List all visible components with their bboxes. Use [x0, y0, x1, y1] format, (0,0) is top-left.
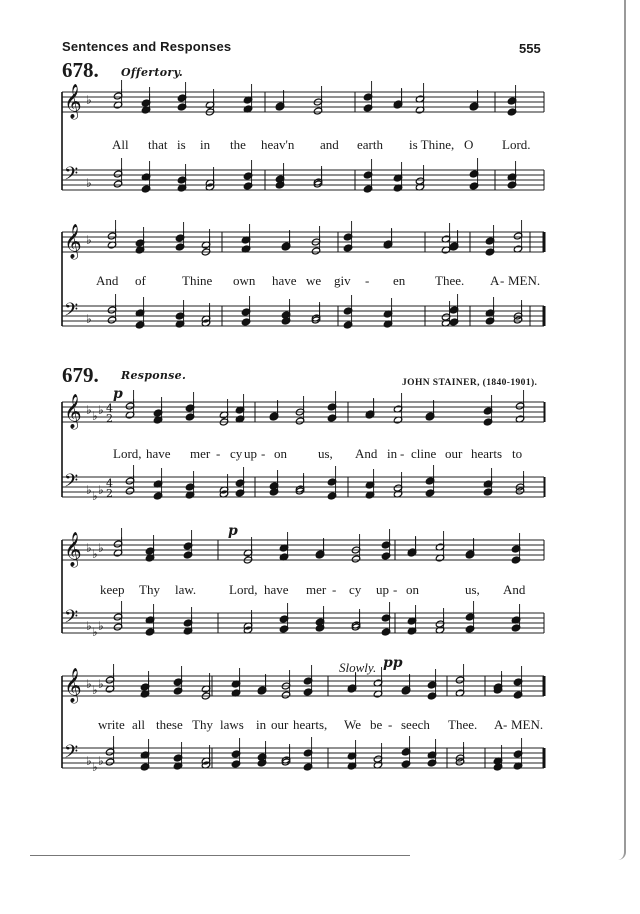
- time-signature: 2: [106, 412, 113, 425]
- lyric-syllable: Thee.: [448, 717, 478, 732]
- lyric-syllable: keep: [100, 582, 125, 597]
- treble-clef-icon: 𝄞: [64, 668, 82, 703]
- lyric-syllable: All: [112, 137, 129, 152]
- hymn-title-679: Response.: [121, 369, 187, 382]
- time-signature: 4: [106, 402, 113, 415]
- dynamic-mark: p: [228, 523, 238, 539]
- lyric-syllable: A: [490, 273, 500, 288]
- lyric-syllable: in: [256, 717, 267, 732]
- lyric-syllable: -: [216, 446, 221, 461]
- tempo-mark: Slowly.: [339, 660, 377, 675]
- lyric-syllable: cy: [349, 582, 362, 597]
- lyric-syllable: us,: [318, 446, 333, 461]
- composer-credit: JOHN STAINER, (1840-1901).: [402, 378, 538, 388]
- lyric-syllable: have: [264, 582, 289, 597]
- lyric-syllable: Lord,: [113, 446, 142, 461]
- lyric-syllable: -: [261, 446, 266, 461]
- lyric-syllable: And: [355, 446, 378, 461]
- flat-icon: ♭: [86, 754, 92, 768]
- time-signature: 4: [106, 477, 113, 490]
- lyric-syllable: our: [271, 717, 289, 732]
- flat-icon: ♭: [98, 403, 104, 417]
- flat-icon: ♭: [98, 483, 104, 497]
- lyric-syllable: up: [376, 582, 389, 597]
- flat-icon: ♭: [86, 312, 92, 326]
- lyric-syllable: cy: [230, 446, 243, 461]
- lyric-syllable: on: [274, 446, 287, 461]
- lyric-syllable: hearts,: [293, 717, 328, 732]
- lyric-syllable: Thee.: [435, 273, 465, 288]
- bass-clef-icon: 𝄢: [64, 471, 79, 496]
- flat-icon: ♭: [86, 176, 92, 190]
- lyric-syllable: in: [387, 446, 398, 461]
- lyric-syllable: Thine: [182, 273, 213, 288]
- bass-clef-icon: 𝄢: [64, 607, 79, 632]
- lyric-syllable: -: [400, 446, 405, 461]
- lyric-syllable: Lord.: [502, 137, 531, 152]
- lyric-syllable: up: [244, 446, 257, 461]
- treble-clef-icon: 𝄞: [64, 84, 82, 119]
- hymn-number-679: 679.: [62, 363, 99, 387]
- lyric-syllable: And: [503, 582, 526, 597]
- lyric-syllable: giv: [334, 273, 351, 288]
- flat-icon: ♭: [98, 754, 104, 768]
- lyric-syllable: in: [200, 137, 211, 152]
- lyric-syllable: -: [393, 582, 398, 597]
- flat-icon: ♭: [92, 683, 98, 697]
- lyric-syllable: -: [365, 273, 370, 288]
- bass-clef-icon: 𝄢: [64, 300, 79, 325]
- lyric-syllable: -: [503, 717, 508, 732]
- bass-clef-icon: 𝄢: [64, 164, 79, 189]
- lyric-syllable: of: [135, 273, 146, 288]
- lyric-syllable: Thy: [139, 582, 160, 597]
- flat-icon: ♭: [92, 625, 98, 639]
- flat-icon: ♭: [98, 619, 104, 633]
- lyric-syllable: seech: [401, 717, 430, 732]
- hymn-title-678: Offertory.: [121, 66, 184, 79]
- lyric-syllable: is: [177, 137, 186, 152]
- lyric-syllable: us,: [465, 582, 480, 597]
- lyric-syllable: to: [512, 446, 523, 461]
- lyric-syllable: these: [156, 717, 183, 732]
- treble-clef-icon: 𝄞: [64, 224, 82, 259]
- lyric-syllable: the: [230, 137, 246, 152]
- lyric-syllable: our: [445, 446, 463, 461]
- bass-clef-icon: 𝄢: [64, 742, 79, 767]
- flat-icon: ♭: [86, 93, 92, 107]
- lyric-syllable: we: [306, 273, 322, 288]
- flat-icon: ♭: [98, 541, 104, 555]
- flat-icon: ♭: [92, 489, 98, 503]
- flat-icon: ♭: [86, 619, 92, 633]
- lyric-syllable: Thy: [192, 717, 213, 732]
- lyric-syllable: MEN.: [511, 717, 544, 732]
- flat-icon: ♭: [86, 233, 92, 247]
- lyric-syllable: cline: [411, 446, 437, 461]
- flat-icon: ♭: [92, 547, 98, 561]
- lyric-syllable: O: [464, 137, 474, 152]
- lyric-syllable: is Thine,: [409, 137, 455, 152]
- lyric-syllable: be: [370, 717, 383, 732]
- treble-clef-icon: 𝄞: [64, 394, 82, 429]
- dynamic-mark: p: [113, 386, 123, 402]
- lyric-syllable: -: [500, 273, 505, 288]
- lyric-syllable: that: [148, 137, 168, 152]
- lyric-syllable: mer: [190, 446, 211, 461]
- page-number: 555: [519, 41, 541, 56]
- lyric-syllable: on: [406, 582, 419, 597]
- flat-icon: ♭: [86, 677, 92, 691]
- lyric-syllable: earth: [357, 137, 383, 152]
- lyric-syllable: MEN.: [508, 273, 541, 288]
- lyric-syllable: -: [332, 582, 337, 597]
- lyric-syllable: Lord,: [229, 582, 258, 597]
- flat-icon: ♭: [92, 760, 98, 774]
- flat-icon: ♭: [92, 409, 98, 423]
- flat-icon: ♭: [86, 483, 92, 497]
- lyric-syllable: en: [393, 273, 406, 288]
- lyric-syllable: and: [320, 137, 339, 152]
- hymn-number-678: 678.: [62, 58, 99, 82]
- flat-icon: ♭: [86, 403, 92, 417]
- lyric-syllable: heav'n: [261, 137, 295, 152]
- time-signature: 2: [106, 487, 113, 500]
- lyric-syllable: have: [272, 273, 297, 288]
- section-heading: Sentences and Responses: [62, 39, 232, 54]
- lyric-syllable: And: [96, 273, 119, 288]
- lyric-syllable: -: [388, 717, 393, 732]
- flat-icon: ♭: [98, 677, 104, 691]
- lyric-syllable: We: [344, 717, 361, 732]
- footer-rule: [30, 855, 410, 856]
- dynamic-mark: pp: [383, 655, 403, 671]
- lyric-syllable: laws: [220, 717, 244, 732]
- lyric-syllable: A: [494, 717, 504, 732]
- lyric-syllable: mer: [306, 582, 327, 597]
- lyric-syllable: have: [146, 446, 171, 461]
- flat-icon: ♭: [86, 541, 92, 555]
- lyric-syllable: hearts: [471, 446, 503, 461]
- lyric-syllable: law.: [175, 582, 197, 597]
- treble-clef-icon: 𝄞: [64, 532, 82, 567]
- lyric-syllable: own: [233, 273, 256, 288]
- lyric-syllable: write: [98, 717, 125, 732]
- lyric-syllable: all: [132, 717, 145, 732]
